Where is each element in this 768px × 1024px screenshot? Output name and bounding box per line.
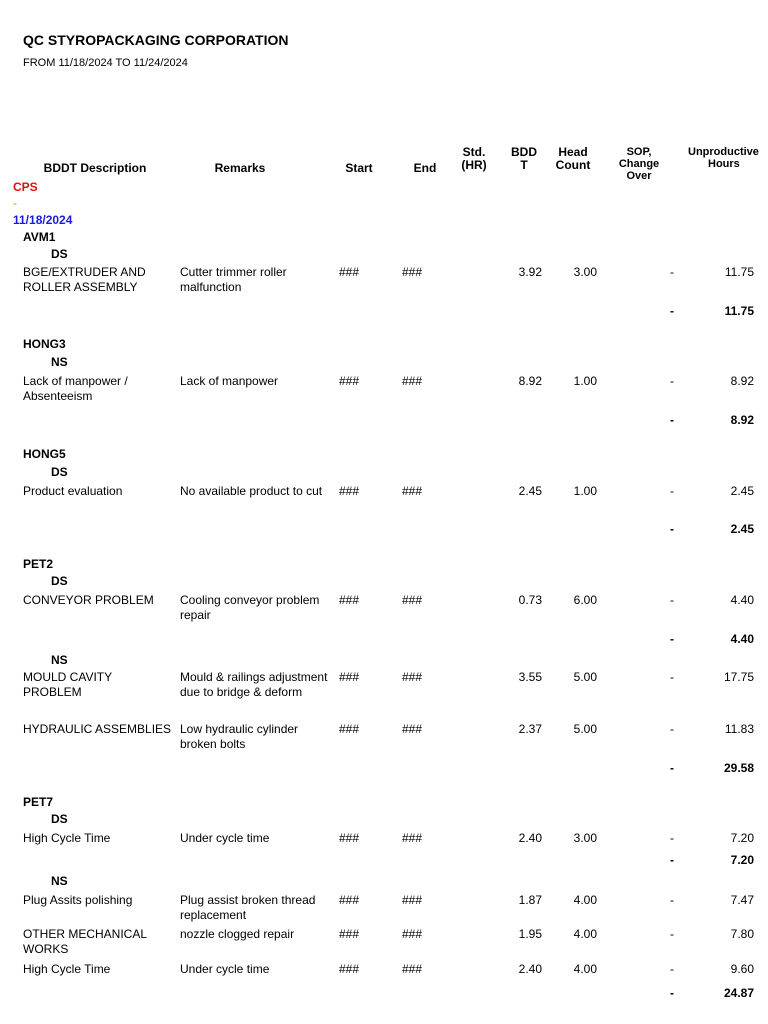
subtotal-row (0, 632, 768, 648)
table-row (0, 831, 768, 851)
row-sop: - (670, 593, 674, 607)
row-sop: - (670, 927, 674, 941)
col-header-start: Start (345, 161, 373, 175)
table-row (0, 670, 768, 720)
category-label: NS (51, 874, 68, 888)
row-head-count: 5.00 (573, 670, 597, 684)
row-sop: - (670, 831, 674, 845)
row-description: MOULD CAVITY PROBLEM (23, 670, 112, 699)
row-description: CONVEYOR PROBLEM (23, 593, 154, 607)
machine-name: PET7 (23, 795, 54, 809)
subtotal-row (0, 522, 768, 538)
subtotal-value: 2.45 (730, 522, 754, 536)
row-remarks: Under cycle time (180, 962, 270, 976)
row-end: ### (402, 962, 423, 976)
row-description: High Cycle Time (23, 962, 111, 976)
row-start: ### (339, 670, 360, 684)
row-end: ### (402, 893, 423, 907)
row-unproductive-hours: 7.20 (730, 831, 754, 845)
row-end: ### (402, 593, 423, 607)
subtotal-value: 11.75 (724, 304, 754, 318)
col-header-sop-line1: SOP, (626, 146, 652, 158)
row-unproductive-hours: 7.47 (730, 893, 754, 907)
subtotal-row (0, 853, 768, 869)
category-label: DS (51, 465, 68, 479)
row-head-count: 4.00 (573, 893, 597, 907)
row-unproductive-hours: 11.83 (724, 722, 754, 736)
col-header-unprod-line1: Unproductive (688, 146, 759, 158)
row-unproductive-hours: 7.80 (730, 927, 754, 941)
row-bddt: 2.45 (518, 484, 542, 498)
row-sop: - (670, 670, 674, 684)
row-head-count: 1.00 (573, 374, 597, 388)
subtotal-dash: - (670, 761, 674, 775)
row-start: ### (339, 265, 360, 279)
subtotal-value: 29.58 (723, 761, 754, 775)
row-sop: - (670, 722, 674, 736)
table-row (0, 484, 768, 524)
col-header-end: End (413, 161, 437, 175)
row-bddt: 1.87 (518, 893, 542, 907)
row-unproductive-hours: 4.40 (730, 593, 754, 607)
row-head-count: 4.00 (573, 962, 597, 976)
row-end: ### (402, 374, 423, 388)
row-start: ### (339, 484, 360, 498)
row-unproductive-hours: 2.45 (730, 484, 754, 498)
col-header-bddt-line2: T (520, 158, 528, 172)
row-end: ### (402, 670, 423, 684)
col-header-head-count (548, 146, 598, 172)
col-header-sop-change-over (609, 146, 669, 180)
row-sop: - (670, 374, 674, 388)
row-description: Product evaluation (23, 484, 123, 498)
category-label: DS (51, 247, 68, 261)
row-description: High Cycle Time (23, 831, 111, 845)
row-unproductive-hours: 11.75 (724, 265, 754, 279)
row-start: ### (339, 593, 360, 607)
row-remarks: Cutter trimmer roller malfunction (180, 265, 287, 294)
category-label: DS (51, 812, 68, 826)
row-bddt: 8.92 (518, 374, 542, 388)
col-header-bddt (504, 146, 544, 172)
row-end: ### (402, 927, 423, 941)
subtotal-dash: - (670, 522, 674, 536)
subtotal-value: 8.92 (730, 413, 754, 427)
row-start: ### (339, 962, 360, 976)
row-head-count: 5.00 (573, 722, 597, 736)
row-description: Plug Assits polishing (23, 893, 133, 907)
row-description: OTHER MECHANICAL WORKS (23, 927, 147, 956)
subtotal-row (0, 304, 768, 320)
col-header-std-line1: Std. (462, 145, 486, 159)
row-bddt: 3.55 (518, 670, 542, 684)
row-sop: - (670, 265, 674, 279)
subtotal-dash: - (670, 853, 674, 867)
row-bddt: 0.73 (518, 593, 542, 607)
row-remarks: Low hydraulic cylinder broken bolts (180, 722, 299, 751)
row-end: ### (402, 831, 423, 845)
col-header-std-line2: (HR) (461, 158, 487, 172)
row-unproductive-hours: 17.75 (723, 670, 754, 684)
col-header-unproductive-hours (684, 146, 768, 170)
subtotal-value: 7.20 (730, 853, 754, 867)
subtotal-dash: - (670, 304, 674, 318)
machine-name: HONG3 (23, 337, 66, 351)
row-remarks: Lack of manpower (180, 374, 279, 388)
subtotal-value: 4.40 (730, 632, 754, 646)
row-remarks: Under cycle time (180, 831, 270, 845)
row-head-count: 3.00 (573, 831, 597, 845)
row-description: Lack of manpower / Absenteeism (23, 374, 128, 403)
row-remarks: Mould & railings adjustment due to bridge & deform (180, 670, 328, 699)
company-name: QC STYROPACKAGING CORPORATION (23, 32, 289, 48)
row-start: ### (339, 831, 360, 845)
machine-name: HONG5 (23, 447, 66, 461)
table-row (0, 962, 768, 982)
subtotal-row (0, 413, 768, 429)
row-remarks: Plug assist broken thread replacement (180, 893, 316, 922)
col-header-remarks: Remarks (214, 161, 266, 175)
row-head-count: 1.00 (573, 484, 597, 498)
subtotal-row (0, 986, 768, 1002)
row-head-count: 4.00 (573, 927, 597, 941)
category-label: NS (51, 355, 68, 369)
machine-name: AVM1 (23, 230, 56, 244)
table-row (0, 593, 768, 633)
row-bddt: 2.40 (518, 962, 542, 976)
row-bddt: 1.95 (518, 927, 542, 941)
row-sop: - (670, 484, 674, 498)
category-label: NS (51, 653, 68, 667)
col-header-std-hr (454, 146, 494, 172)
col-header-sop-line2: Change (618, 158, 660, 170)
table-row (0, 374, 768, 414)
subtotal-dash: - (670, 632, 674, 646)
subtotal-value: 24.87 (723, 986, 754, 1000)
row-unproductive-hours: 9.60 (730, 962, 754, 976)
table-row (0, 927, 768, 959)
machine-name: PET2 (23, 557, 54, 571)
col-header-bddt-description: BDDT Description (43, 161, 147, 175)
row-remarks: Cooling conveyor problem repair (180, 593, 320, 622)
category-label: DS (51, 574, 68, 588)
row-start: ### (339, 722, 360, 736)
col-header-head-line1: Head (558, 145, 588, 159)
table-row (0, 893, 768, 925)
subtotal-dash: - (670, 986, 674, 1000)
row-bddt: 3.92 (518, 265, 542, 279)
row-start: ### (339, 927, 360, 941)
row-remarks: nozzle clogged repair (180, 927, 295, 941)
col-header-sop-line3: Over (626, 170, 652, 180)
row-description: BGE/EXTRUDER AND ROLLER ASSEMBLY (23, 265, 146, 294)
subtotal-row (0, 761, 768, 777)
subtotal-dash: - (670, 413, 674, 427)
group-name: CPS (13, 180, 38, 194)
row-sop: - (670, 893, 674, 907)
row-unproductive-hours: 8.92 (730, 374, 754, 388)
row-bddt: 2.37 (518, 722, 542, 736)
row-remarks: No available product to cut (180, 484, 323, 498)
row-head-count: 6.00 (573, 593, 597, 607)
col-header-unprod-line2: Hours (708, 158, 740, 170)
col-header-bddt-line1: BDD (511, 145, 537, 159)
group-dash: - (13, 196, 17, 210)
table-row (0, 265, 768, 305)
row-end: ### (402, 265, 423, 279)
report-date-range: FROM 11/18/2024 TO 11/24/2024 (23, 57, 188, 69)
row-start: ### (339, 893, 360, 907)
row-start: ### (339, 374, 360, 388)
col-header-head-line2: Count (555, 158, 591, 172)
row-bddt: 2.40 (518, 831, 542, 845)
row-end: ### (402, 484, 423, 498)
row-sop: - (670, 962, 674, 976)
row-head-count: 3.00 (573, 265, 597, 279)
table-row (0, 722, 768, 762)
group-date: 11/18/2024 (13, 213, 73, 227)
row-description: HYDRAULIC ASSEMBLIES (23, 722, 172, 736)
row-end: ### (402, 722, 423, 736)
